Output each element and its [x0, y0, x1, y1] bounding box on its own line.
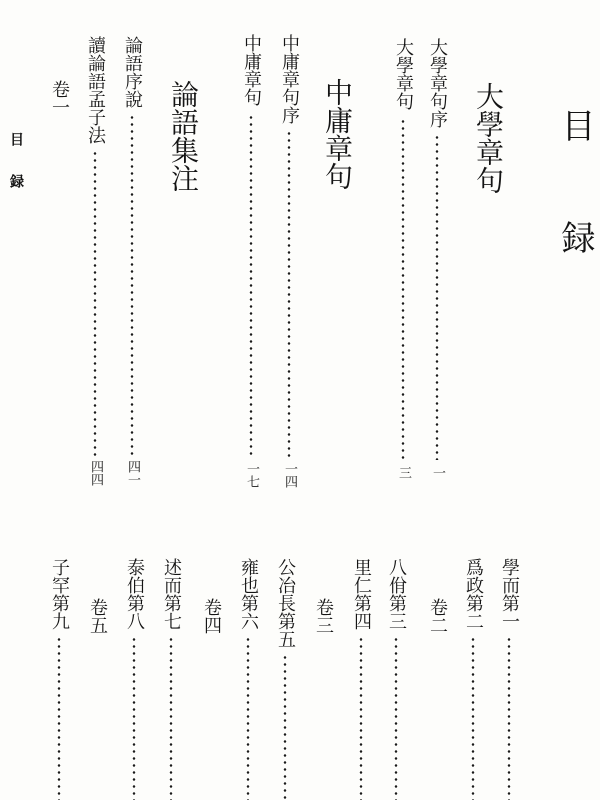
leader-dots	[246, 636, 250, 800]
leader-dots	[57, 636, 61, 800]
page-number: 一	[430, 466, 445, 479]
leader-dots	[435, 134, 439, 460]
toc-entry-weizheng: 爲政第二	[463, 558, 484, 630]
margin-label: 目録	[8, 132, 24, 216]
toc-entry-lunyu-intro: 論語序說	[122, 36, 143, 108]
page-title: 目録	[555, 108, 595, 332]
section-heading-zhongyong: 中庸章句	[321, 78, 354, 190]
toc-entry-yongye: 雍也第六	[238, 558, 259, 630]
toc-entry-zhongyong-preface: 中庸章句序	[279, 34, 300, 124]
volume-heading: 卷四	[201, 598, 222, 634]
toc-entry-zihan: 子罕第九	[49, 558, 70, 630]
page-number: 四四	[88, 460, 103, 486]
toc-entry-gongyechang: 公冶長第五	[275, 558, 296, 648]
page-number: 一四	[282, 462, 297, 488]
toc-entry-shuer: 述而第七	[161, 558, 182, 630]
volume-heading: 卷二	[427, 598, 448, 634]
leader-dots	[169, 636, 173, 800]
toc-entry-liren: 里仁第四	[351, 558, 372, 630]
leader-dots	[93, 150, 97, 456]
toc-entry-xueer: 學而第一	[499, 558, 520, 630]
leader-dots	[401, 118, 405, 460]
page-number: 三	[396, 466, 411, 479]
volume-heading: 卷五	[87, 598, 108, 634]
leader-dots	[249, 114, 253, 458]
toc-entry-daxue: 大學章句	[393, 38, 414, 110]
toc-entry-bayi: 八佾第三	[386, 558, 407, 630]
leader-dots	[132, 636, 136, 800]
page-number: 一七	[244, 462, 259, 488]
volume-heading: 卷一	[49, 80, 70, 116]
leader-dots	[287, 130, 291, 458]
page-number: 四一	[125, 460, 140, 486]
leader-dots	[507, 636, 511, 800]
leader-dots	[130, 114, 134, 456]
toc-entry-daxue-preface: 大學章句序	[427, 38, 448, 128]
leader-dots	[394, 636, 398, 800]
toc-entry-taibo: 泰伯第八	[124, 558, 145, 630]
toc-entry-zhongyong: 中庸章句	[241, 34, 262, 106]
section-heading-daxue: 大學章句	[472, 82, 505, 194]
leader-dots	[283, 654, 287, 800]
leader-dots	[359, 636, 363, 800]
toc-entry-reading-method: 讀論語孟子法	[85, 36, 106, 144]
leader-dots	[471, 636, 475, 800]
section-heading-lunyu: 論語集注	[167, 80, 200, 192]
volume-heading: 卷三	[313, 598, 334, 634]
